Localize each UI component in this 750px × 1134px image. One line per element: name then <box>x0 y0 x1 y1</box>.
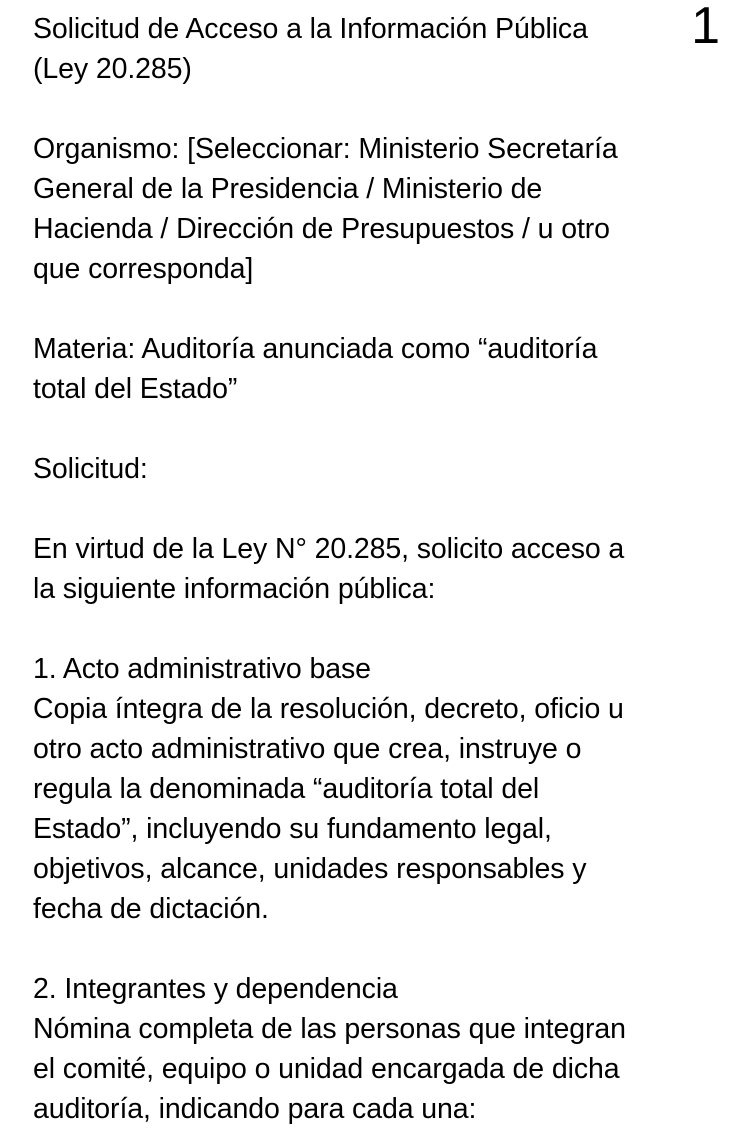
solicitud-heading: Solicitud: <box>33 453 148 485</box>
materia-line: total del Estado” <box>33 373 238 405</box>
materia-paragraph <box>33 329 723 409</box>
item-1-line: fecha de dictación. <box>33 893 269 925</box>
paragraph-spacer <box>33 489 723 529</box>
item-2-line: auditoría, indicando para cada una: <box>33 1093 477 1125</box>
intro-line: En virtud de la Ley N° 20.285, solicito acceso a <box>33 533 625 565</box>
item-2-line: el comité, equipo o unidad encargada de dicha <box>33 1053 620 1085</box>
paragraph-spacer <box>33 929 723 969</box>
paragraph-spacer <box>33 609 723 649</box>
organismo-line: General de la Presidencia / Ministerio de <box>33 173 543 205</box>
organismo-paragraph <box>33 129 723 289</box>
item-2-line: Nómina completa de las personas que integran <box>33 1013 626 1045</box>
organismo-line: Hacienda / Dirección de Presupuestos / u otro <box>33 213 610 245</box>
item-1-line: Copia íntegra de la resolución, decreto, oficio u <box>33 693 624 725</box>
item-1-heading: 1. Acto administrativo base <box>33 653 371 685</box>
item-1-section <box>33 649 723 929</box>
organismo-line: Organismo: [Seleccionar: Ministerio Secretaría <box>33 133 618 165</box>
paragraph-spacer <box>33 89 723 129</box>
item-1-line: regula la denominada “auditoría total del <box>33 773 540 805</box>
item-2-heading: 2. Integrantes y dependencia <box>33 973 398 1005</box>
page-number: 1 <box>691 0 720 55</box>
document-title <box>33 9 723 89</box>
paragraph-spacer <box>33 409 723 449</box>
item-1-line: objetivos, alcance, unidades responsables y <box>33 853 587 885</box>
materia-line: Materia: Auditoría anunciada como “auditoría <box>33 333 598 365</box>
intro-line: la siguiente información pública: <box>33 573 436 605</box>
organismo-line: que corresponda] <box>33 253 254 285</box>
document-body <box>33 9 723 1129</box>
item-2-section <box>33 969 723 1129</box>
item-1-line: Estado”, incluyendo su fundamento legal, <box>33 813 552 845</box>
title-line: Solicitud de Acceso a la Información Pública <box>33 13 588 45</box>
intro-paragraph <box>33 529 723 609</box>
paragraph-spacer <box>33 289 723 329</box>
title-line: (Ley 20.285) <box>33 53 192 85</box>
item-1-line: otro acto administrativo que crea, instruye o <box>33 733 582 765</box>
